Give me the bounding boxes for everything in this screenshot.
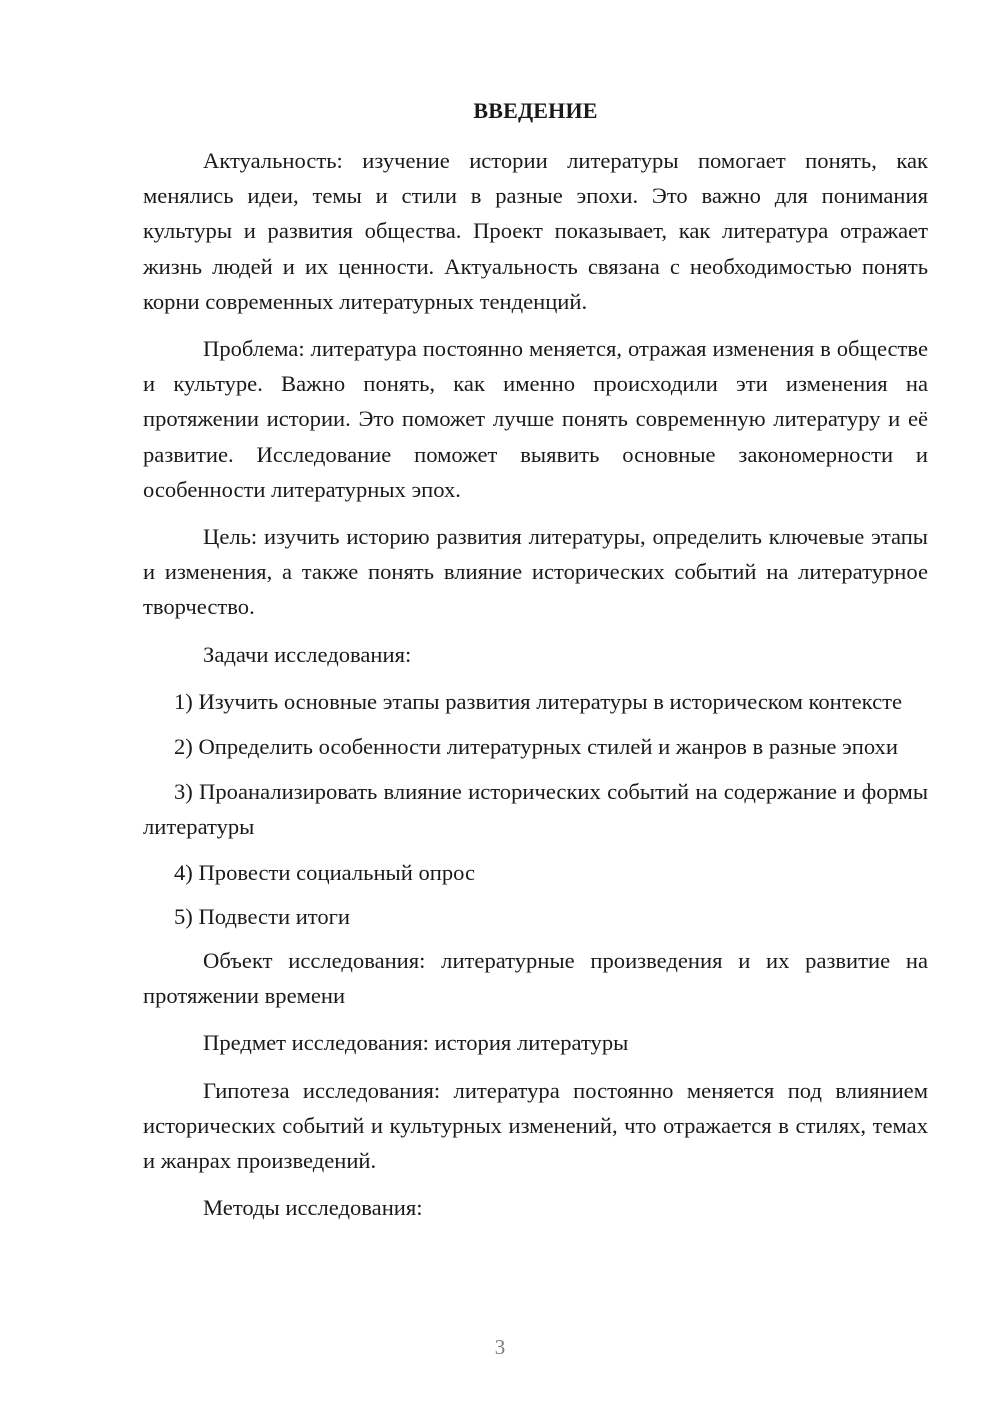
subject-paragraph: Предмет исследования: история литературы [203,1030,629,1056]
task-item-2: 2) Определить особенности литературных стилей и жанров в разные эпохи [174,734,898,760]
task-item-1: 1) Изучить основные этапы развития литературы в историческом контексте [174,688,903,714]
methods-heading: Методы исследования: [203,1195,423,1221]
relevance-paragraph: Актуальность: изучение истории литературы помогает понять, как менялись идеи, темы и стили в разные эпохи. Это важно для понимания культуры и развития общества. Проект показывает, как литература отражает жизнь людей и их ценности. Актуальность связана с необходимостью понять корни современных литературных тенденций. [143,148,928,314]
hypothesis-paragraph: Гипотеза исследования: литература постоянно меняется под влиянием исторических событий и культурных изменений, что отражается в стилях, темах и жанрах произведений. [143,1077,928,1174]
goal-paragraph: Цель: изучить историю развития литературы, определить ключевые этапы и изменения, а также понять влияние исторических событий на литературное творчество. [143,524,928,620]
task-item-3: 3) Проанализировать влияние исторических событий на содержание и формы литературы [143,779,928,840]
task-item-5: 5) Подвести итоги [174,903,351,929]
problem-paragraph: Проблема: литература постоянно меняется, отражая изменения в обществе и культуре. Важно понять, как именно происходили эти изменения на протяжении истории. Это поможет лучше понять современную литературу и её развитие. Исследование поможет выявить основные закономерности и особенности литературных эпох. [143,336,928,502]
object-paragraph: Объект исследования: литературные произведения и их развитие на протяжении времени [143,948,928,1009]
tasks-heading: Задачи исследования: [203,641,412,667]
page-title: ВВЕДЕНИЕ [473,98,598,123]
document-body [143,143,928,1237]
document-page [143,0,928,1414]
task-item-4: 4) Провести социальный опрос [174,859,476,885]
page-number: 3 [494,1335,506,1359]
